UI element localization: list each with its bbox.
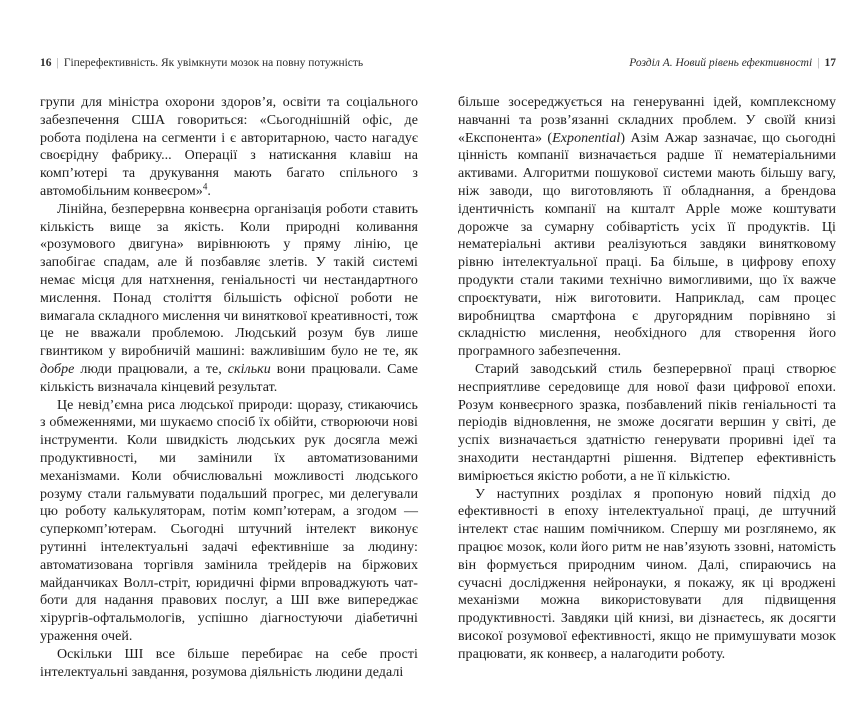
chapter-title: Розділ А. Новий рівень ефективності (629, 57, 813, 69)
footnote-marker: 4 (202, 181, 208, 192)
text-segment: Оскільки ШІ все більше перебирає на себе прості інтелектуальні завдання, розумова діяльність людини дедалі (40, 646, 418, 680)
text-segment: . (207, 183, 211, 199)
text-segment: ) Азім Ажар зазначає, що сьогодні цінність компанії визначається радше її нематеріальними активами. Алгоритми пошукової системи мають більшу вагу, ніж заводи, що виготовляють її обладнання, а брендова ідентичність компанії на кшталт Apple може коштувати дорожче за сумарну собівартість усіх її продуктів. Ці нематеріальні активи реалізуються завдяки винятковому рівню інтелектуальної праці. Ба більше, в цифрову епоху продукти стали такими технічно вимогливими, що їх важче спроєктувати, ніж виготовити. Наприклад, сам процес виробництва смартфона є другорядним порівняно зі складністю мислення, необхідного для створення його програмного забезпечення. (458, 130, 836, 360)
paragraph (458, 94, 836, 361)
right-running-header (458, 56, 836, 70)
text-segment: Старий заводський стиль безперервної праці створює несприятливе середовище для нової фази цифрової епохи. Розум конвеєрного зразка, позбавлений піків геніальності та періодів відновлення, не зможе досягати вершин у світі, де успіх визначається здатністю генерувати проривні ідеї та знаходити нестандартні рішення. Відтепер ефективність вимірюється якістю роботи, а не її кількістю. (458, 361, 836, 484)
header-separator: | (817, 57, 820, 69)
text-segment: більше зосереджується на генеруванні ідей, комплексному навчанні та розв’язанні складних проблем. У своїй книзі «Експонента» ( (458, 95, 836, 146)
left-running-header (40, 56, 418, 70)
paragraph (458, 361, 836, 486)
right-page-body (458, 94, 836, 664)
paragraph (40, 397, 418, 646)
paragraph (40, 201, 418, 397)
text-segment: добре (40, 361, 75, 377)
text-segment: групи для міністра охорони здоров’я, освіти та соціального забезпечення США говориться: «Сьогоднішній офіс, де робота поділена на сегменти і є авторитарною, часто нагадує своєрідну фабрику... Операції з натискання клавіш на комп’ютері та друкування мають багато спільного з автомобільним конвеєром» (40, 95, 418, 199)
text-segment: скільки (227, 361, 271, 377)
text-segment: У наступних розділах я пропоную новий підхід до ефективності в епоху інтелектуальної праці, де штучний інтелект стає нашим помічником. Спершу ми розглянемо, як працює мозок, коли його ритм не нав’язують ззовні, натомість він формується природним чином. Далі, спираючись на сучасні дослідження нейронауки, я покажу, як ці вроджені механізми можна використовувати для підвищення продуктивності. Завдяки цій книзі, ви дізнаєтесь, як досягти високої розумової ефективності, якщо не примушувати мозок працювати, як конвеєр, а налагодити роботу. (458, 486, 836, 662)
paragraph (40, 94, 418, 201)
header-separator: | (56, 57, 59, 69)
text-segment: вони працювали. Саме кількість визначала кінцевий результат. (40, 361, 418, 395)
text-segment: Exponential (552, 130, 621, 146)
text-segment: Лінійна, безперервна конвеєрна організація роботи ставить кількість вище за якість. Коли природні коливання «розумового двигуна» вирівнюють у пряму лінію, це запобігає спадам, але й позбавляє злетів. У такій системі немає місця для натхнення, геніальності чи нестандартного мислення. Понад століття більшість офісної роботи не вимагала складного мислення чи виняткової креативності, тож це не вважали проблемою. Людський розум був лише гвинтиком у виробничій машині: важливішим було не те, як (40, 201, 418, 360)
left-page-body (40, 94, 418, 681)
right-page-number: 17 (824, 57, 836, 69)
left-page-number: 16 (40, 57, 52, 69)
text-segment: люди працювали, а те, (74, 361, 228, 377)
book-title: Гіперефективність. Як увімкнути мозок на повну потужність (63, 57, 364, 69)
paragraph (458, 486, 836, 664)
left-page (40, 56, 418, 681)
right-page (458, 56, 836, 664)
paragraph (40, 646, 418, 682)
text-segment: Це невід’ємна риса людської природи: щоразу, стикаючись з обмеженнями, ми шукаємо спосіб їх обійти, створюючи нові інструменти. Коли швидкість людських рук досягла межі продуктивності, ми замінили їх автоматизованими механізмами. Коли обчислювальні можливості людського розуму стали гальмувати подальший прогрес, ми делегували цю роботу калькуляторам, потім комп’ютерам, а згодом — суперкомп’ютерам. Сьогодні штучний інтелект виконує рутинні інтелектуальні задачі ефективніше за людину: автоматизована торгівля замінила трейдерів на біржових майданчиках Волл-стріт, юридичні фірми впроваджують чат-боти для надання правових послуг, а ШІ вже випереджає хірургів-офтальмологів, успішно діагностуючи діабетичні ураження очей. (40, 397, 418, 644)
